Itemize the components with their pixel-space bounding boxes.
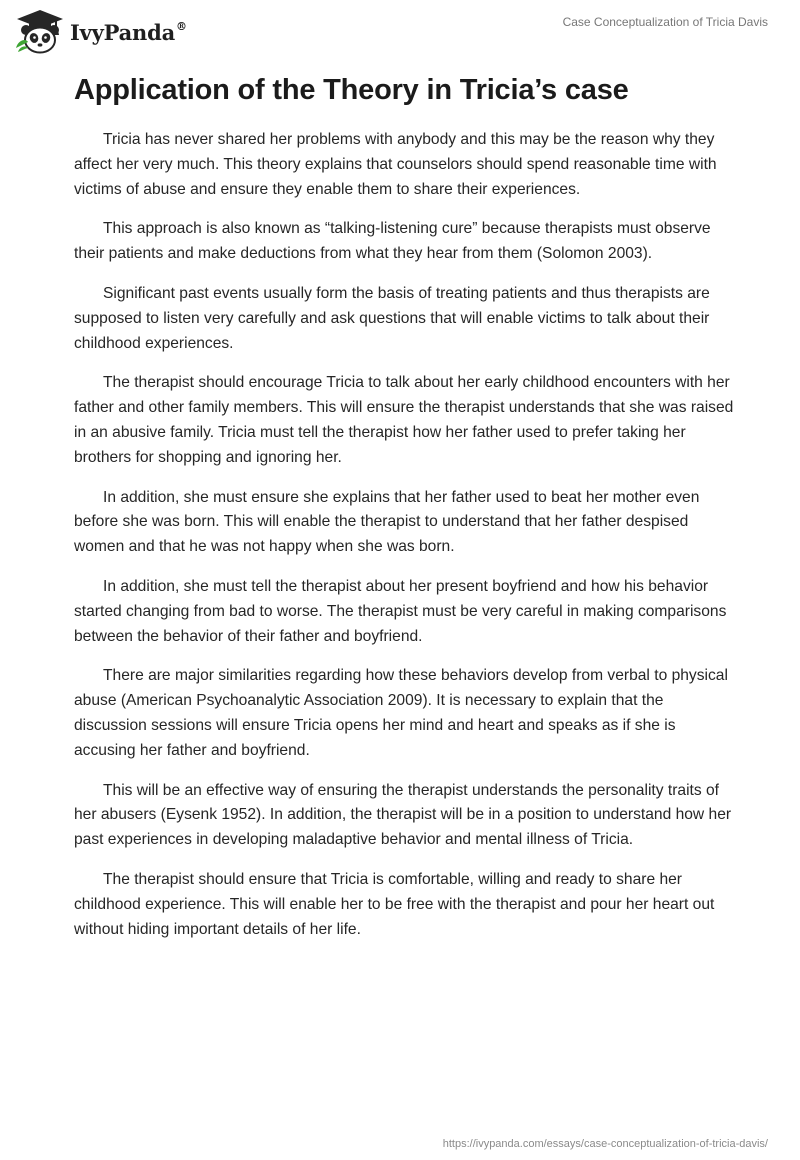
brand-name bbox=[70, 20, 187, 45]
paragraph: The therapist should encourage Tricia to talk about her early childhood encounters with her father and other family members. This will ensure the therapist understands that she was raised in an abusive family. Tricia must tell the therapist how her father used to prefer taking her brothers for shopping and ignoring her. bbox=[74, 374, 734, 466]
paragraph: In addition, she must tell the therapist about her present boyfriend and how his behavior started changing from bad to worse. The therapist must be very careful in making comparisons between the behavior of their father and boyfriend. bbox=[74, 577, 727, 645]
paragraph: This approach is also known as “talking-listening cure” because therapists must observe their patients and make deductions from what they hear from them (Solomon 2003). bbox=[74, 220, 711, 263]
paragraph: Significant past events usually form the basis of treating patients and thus therapists are supposed to listen very carefully and ask questions that will enable victims to talk about their childhood experiences. bbox=[74, 284, 710, 352]
registered-mark: ® bbox=[176, 19, 187, 33]
document-title: Case Conceptualization of Tricia Davis bbox=[562, 15, 768, 29]
paragraph: This will be an effective way of ensuring the therapist understands the personality traits of her abusers (Eysenk 1952). In addition, the therapist will be in a position to understand how her past experiences in developing maladaptive behavior and mental illness of Tricia. bbox=[74, 781, 732, 849]
paragraph: There are major similarities regarding how these behaviors develop from verbal to physical abuse (American Psychoanalytic Association 2009). It is necessary to explain that the discussion sessions will ensure Tricia opens her mind and heart and speaks as if she is accusing her father and boyfriend. bbox=[74, 667, 728, 759]
section-heading: Application of the Theory in Tricia’s case bbox=[74, 74, 629, 106]
ivypanda-logo[interactable] bbox=[14, 8, 187, 54]
brand-name-text: IvyPanda bbox=[70, 19, 176, 45]
page-header bbox=[0, 0, 800, 70]
paragraph: Tricia has never shared her problems with anybody and this may be the reason why they affect her very much. This theory explains that counselors should spend reasonable time with victims of abuse and ensure they enable them to share their experiences. bbox=[74, 131, 717, 198]
article bbox=[74, 72, 734, 957]
source-url-link[interactable]: https://ivypanda.com/essays/case-conceptualization-of-tricia-davis/ bbox=[442, 1138, 768, 1150]
paragraph: In addition, she must ensure she explains that her father used to beat her mother even before she was born. This will enable the therapist to understand that her father despised women and that he was not happy when she was born. bbox=[74, 488, 700, 556]
panda-graduation-cap-icon bbox=[14, 8, 66, 54]
paragraph: The therapist should ensure that Tricia is comfortable, willing and ready to share her childhood experience. This will enable her to be free with the therapist and pour her heart out without hiding important details of her life. bbox=[74, 870, 715, 938]
